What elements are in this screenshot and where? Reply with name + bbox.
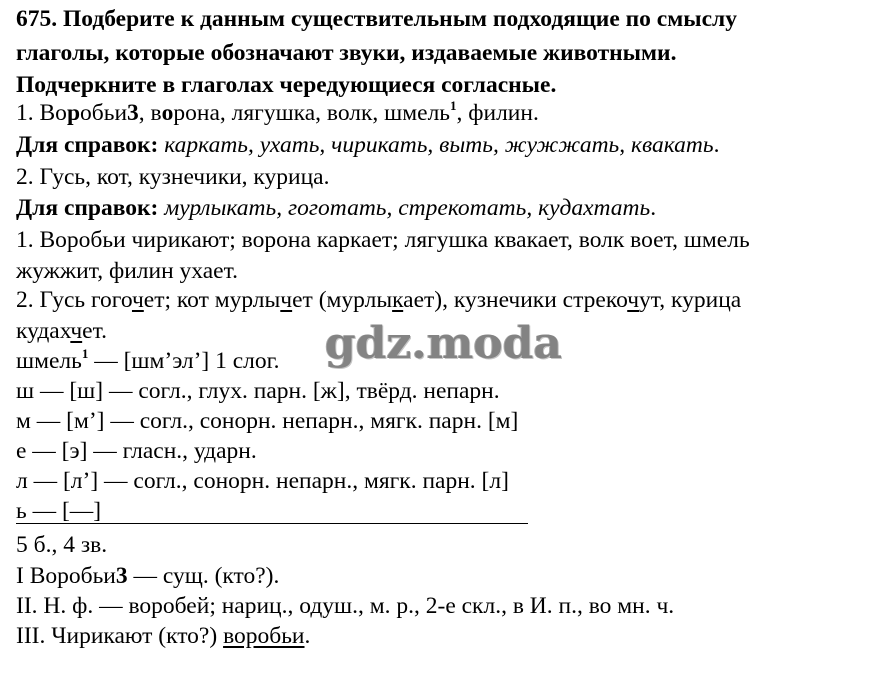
watermark-logo: gdz.moda: [325, 318, 563, 369]
phonetic-row-soft-sign: ь — [—]: [16, 498, 102, 524]
exercise-1-words: 1. Воробьи3, ворона, лягушка, волк, шмель$^1$, филин.: [16, 98, 539, 126]
phonetic-row-e: е — [э] — гласн., ударн.: [16, 438, 257, 464]
answer-1-line-1: 1. Воробьи чирикают; ворона каркает; лягушка квакает, волк воет, шмель: [16, 227, 750, 253]
phonetic-summary: 5 б., 4 зв.: [16, 532, 108, 558]
morph-line-2: II. Н. ф. — воробей; нариц., одуш., м. р., 2-е скл., в И. п., во мн. ч.: [16, 593, 675, 619]
parse-mark-3: 3: [127, 100, 139, 126]
task-line-3: Подчеркните в глаголах чередующиеся согласные.: [16, 72, 557, 98]
phonetic-row-sh: ш — [ш] — согл., глух. парн. [ж], твёрд. непарн.: [16, 378, 500, 404]
reference-1: Для справок: каркать, ухать, чирикать, выть, жужжать, квакать.: [16, 132, 720, 158]
phonetic-header: шмель$^1$ — [шм’эл’] 1 слог.: [16, 346, 280, 374]
answer-2-line-1: 2. Гусь гогочет; кот мурлычет (мурлыкает), кузнечики стрекочут, курица: [16, 287, 742, 313]
phonetic-divider: [16, 523, 528, 524]
task-line-2: глаголы, которые обозначают звуки, издаваемые животными.: [16, 40, 677, 66]
exercise-2-words: 2. Гусь, кот, кузнечики, курица.: [16, 164, 330, 190]
phonetic-row-m: м — [м’] — согл., сонорн. непарн., мягк. парн. [м]: [16, 408, 519, 434]
morph-line-3: III. Чирикают (кто?) воробьи.: [16, 623, 311, 649]
task-line-1: 675. Подберите к данным существительным подходящие по смыслу: [16, 6, 737, 32]
parse-mark-1: 1: [450, 98, 457, 113]
morph-line-1: I Воробьи3 — сущ. (кто?).: [16, 563, 280, 589]
phonetic-row-l: л — [л’] — согл., сонорн. непарн., мягк. парн. [л]: [16, 468, 509, 494]
answer-2-line-2: кудахчет.: [16, 318, 107, 344]
reference-2: Для справок: мурлыкать, гоготать, стрекотать, кудахтать.: [16, 195, 657, 221]
answer-1-line-2: жужжит, филин ухает.: [16, 258, 238, 284]
